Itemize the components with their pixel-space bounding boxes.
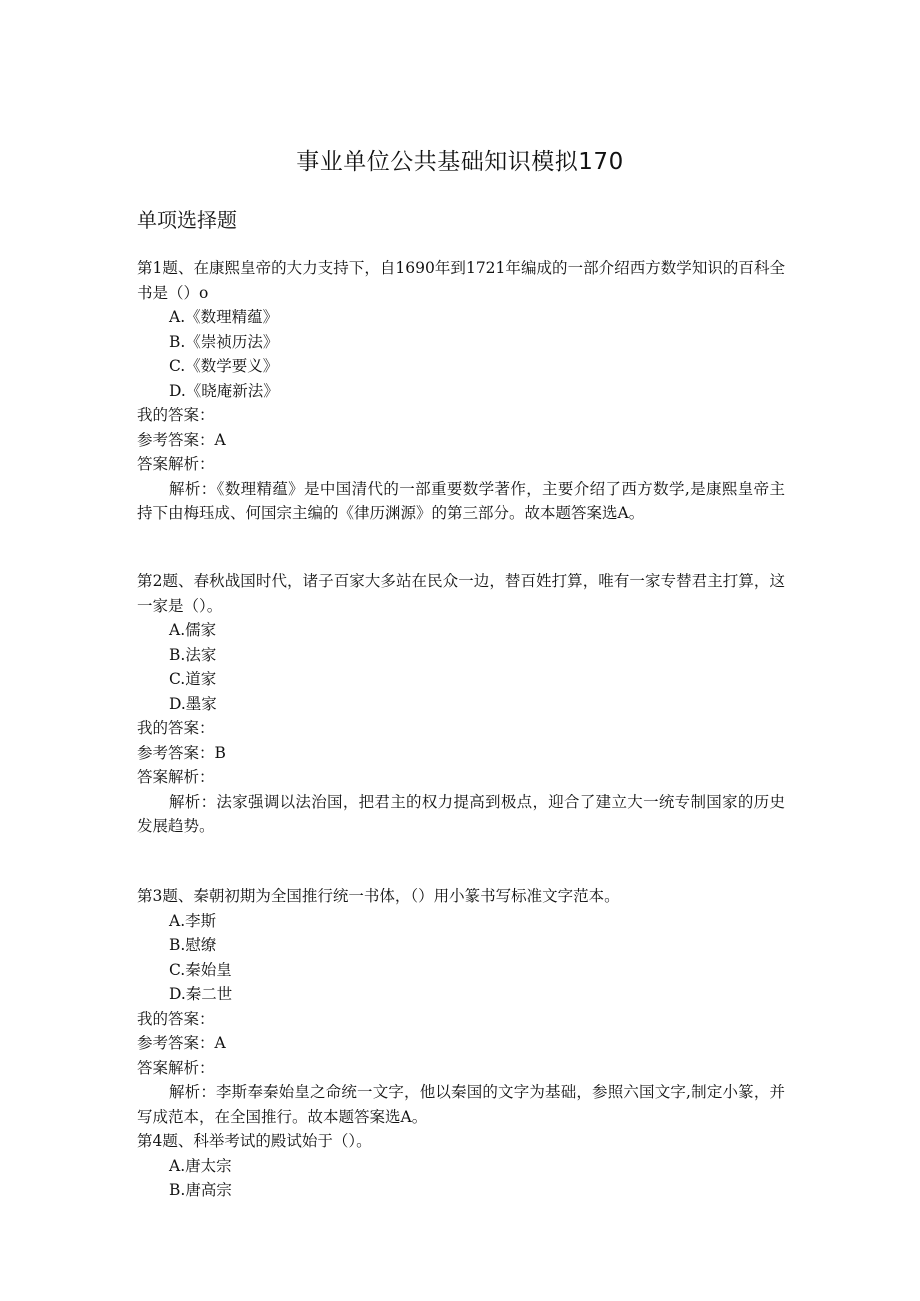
question-stem: 第3题、秦朝初期为全国推行统一书体，（）用小篆书写标准文字范本。 (137, 887, 620, 905)
reference-answer: 参考答案：A (137, 430, 226, 449)
my-answer-label: 我的答案： (137, 719, 215, 737)
section-heading: 单项选择题 (137, 208, 237, 232)
option-d: D.《晓庵新法》 (169, 381, 279, 400)
question-3 (137, 884, 785, 1203)
analysis-text: 解析：李斯奉秦始皇之命统一文字，他以秦国的文字为基础，参照六国文字,制定小篆，并写成范本，在全国推行。故本题答案选A。 (137, 1083, 785, 1126)
document-title: 事业单位公共基础知识模拟170 (296, 149, 624, 175)
question-4-option-a: A.唐太宗 (169, 1156, 232, 1175)
my-answer-label: 我的答案： (137, 406, 215, 424)
reference-answer: 参考答案：A (137, 1034, 226, 1052)
option-b: B.《崇祯历法》 (169, 332, 279, 351)
question-4-option-b: B.唐高宗 (169, 1181, 232, 1199)
reference-answer: 参考答案：B (137, 743, 226, 762)
question-2 (137, 569, 785, 839)
option-c: C.道家 (169, 670, 217, 688)
question-1 (137, 256, 785, 526)
analysis-label: 答案解析： (137, 1058, 215, 1077)
my-answer-label: 我的答案： (137, 1009, 215, 1028)
option-a: A.儒家 (169, 621, 217, 639)
option-b: B.法家 (169, 645, 217, 664)
question-stem: 第2题、春秋战国时代，诸子百家大多站在民众一边，替百姓打算，唯有一家专替君主打算，这一家是（）。 (137, 572, 785, 615)
question-stem: 第1题、在康熙皇帝的大力支持下，自1690年到1721年编成的一部介绍西方数学知识的百科全书是（）o (137, 259, 785, 302)
option-c: C.《数学要义》 (169, 357, 279, 375)
question-4-stem: 第4题、科举考试的殿试始于（）。 (137, 1132, 372, 1150)
analysis-label: 答案解析： (137, 768, 215, 786)
analysis-text: 解析：法家强调以法治国，把君主的权力提高到极点，迎合了建立大一统专制国家的历史发展趋势。 (137, 792, 785, 835)
option-a: A.李斯 (169, 911, 217, 930)
analysis-label: 答案解析： (137, 455, 215, 473)
option-a: A.《数理精蕴》 (169, 308, 279, 326)
analysis-text: 解析：《数理精蕴》是中国清代的一部重要数学著作，主要介绍了西方数学,是康熙皇帝主持下由梅珏成、何国宗主编的《律历渊源》的第三部分。故本题答案选A。 (137, 479, 785, 522)
option-b: B.慰缭 (169, 936, 217, 954)
option-c: C.秦始皇 (169, 960, 232, 979)
option-d: D.秦二世 (169, 985, 233, 1003)
option-d: D.墨家 (169, 694, 217, 713)
